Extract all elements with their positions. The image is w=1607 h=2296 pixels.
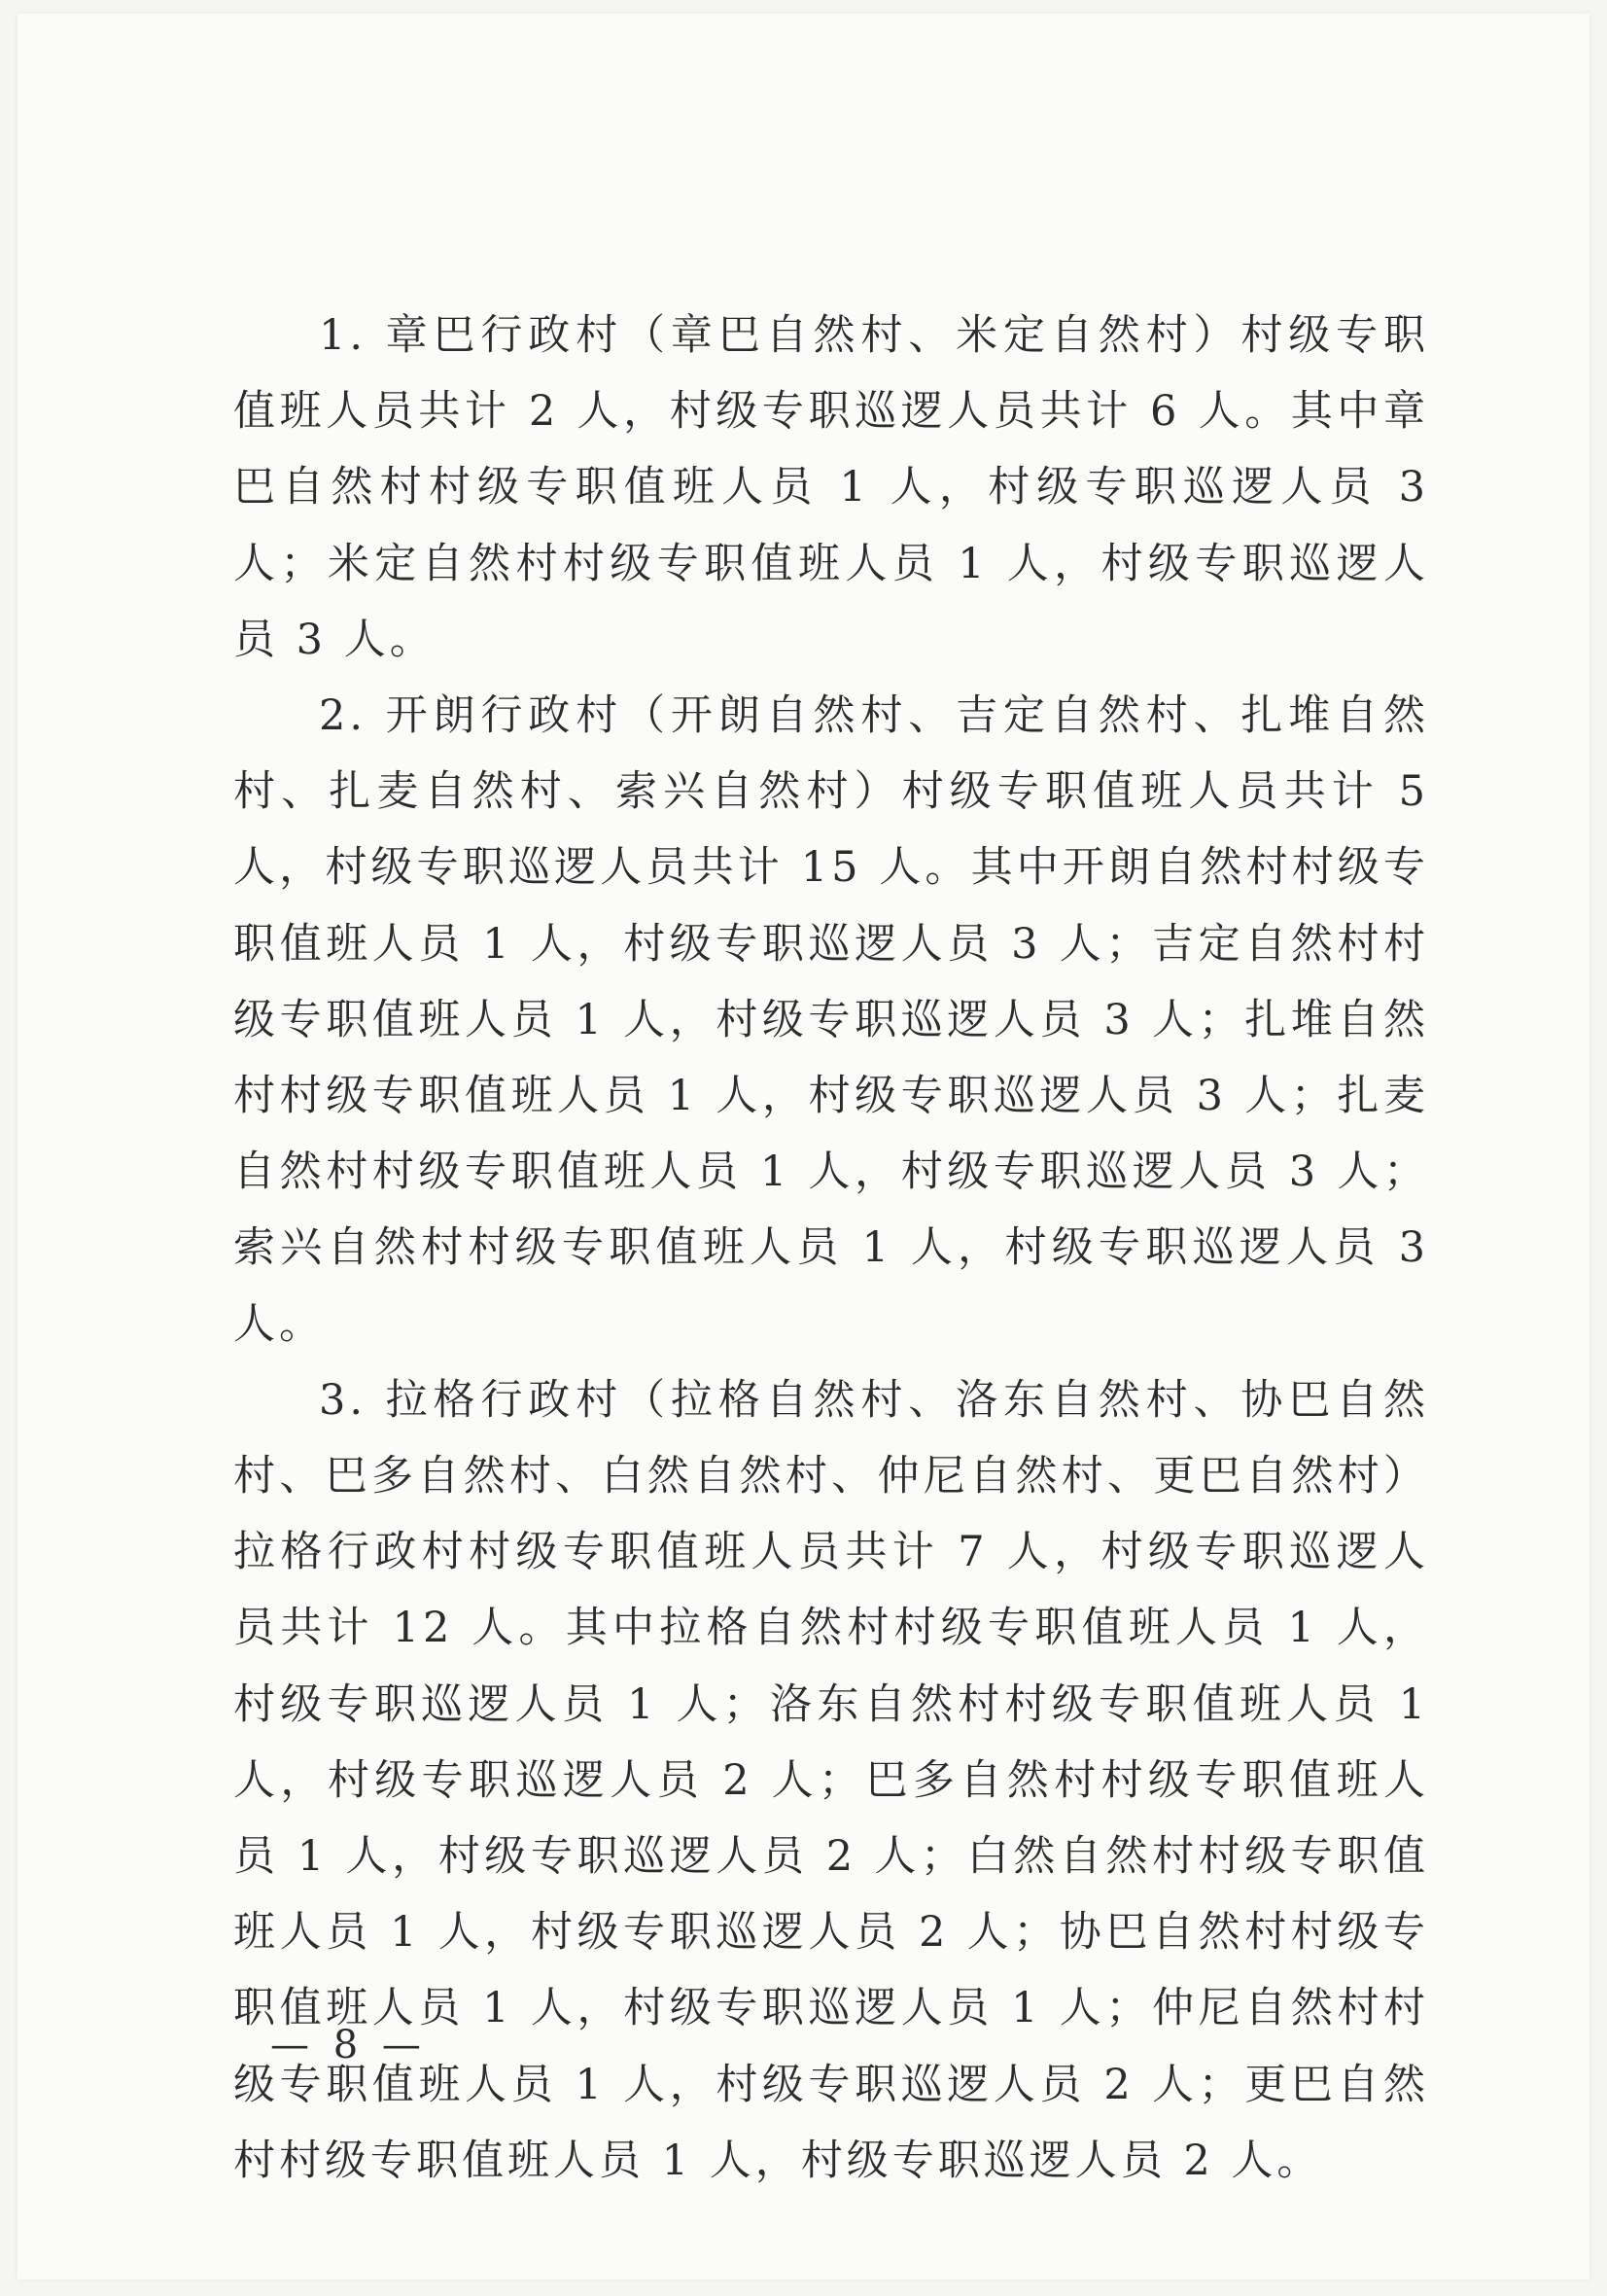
paragraph-kailang: 2. 开朗行政村（开朗自然村、吉定自然村、扎堆自然村、扎麦自然村、索兴自然村）村级专职值班人员共计 5 人，村级专职巡逻人员共计 15 人。其中开朗自然村村级专职值班人员 1 人，村级专职巡逻人员 3 人；吉定自然村村级专职值班人员 1 人，村级专职巡逻人员 3 人；扎堆自然村村级专职值班人员 1 人，村级专职巡逻人员 3 人；扎麦自然村村级专职值班人员 1 人，村级专职巡逻人员 3 人；索兴自然村村级专职值班人员 1 人，村级专职巡逻人员 3 人。 [233,691,1429,1349]
paragraph-zhangba: 1. 章巴行政村（章巴自然村、米定自然村）村级专职值班人员共计 2 人，村级专职巡逻人员共计 6 人。其中章巴自然村村级专职值班人员 1 人，村级专职巡逻人员 3 人；米定自然村村级专职值班人员 1 人，村级专职巡逻人员 3 人。 [233,311,1429,664]
body-text [233,298,1429,2199]
paragraph-lage: 3. 拉格行政村（拉格自然村、洛东自然村、协巴自然村、巴多自然村、白然自然村、仲尼自然村、更巴自然村）拉格行政村村级专职值班人员共计 7 人，村级专职巡逻人员共计 12 人。其中拉格自然村村级专职值班人员 1 人，村级专职巡逻人员 1 人；洛东自然村村级专职值班人员 1 人，村级专职巡逻人员 2 人；巴多自然村村级专职值班人员 1 人，村级专职巡逻人员 2 人；白然自然村村级专职值班人员 1 人，村级专职巡逻人员 2 人；协巴自然村村级专职值班人员 1 人，村级专职巡逻人员 1 人；仲尼自然村村级专职值班人员 1 人，村级专职巡逻人员 2 人；更巴自然村村级专职值班人员 1 人，村级专职巡逻人员 2 人。 [233,1375,1429,2185]
document-page [17,14,1590,2279]
page-number: — 8 — [270,2023,427,2067]
